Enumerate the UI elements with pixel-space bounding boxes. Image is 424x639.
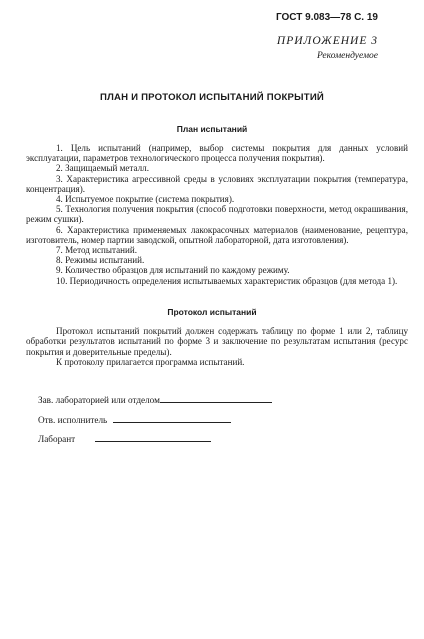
signature-executor-label: Отв. исполнитель	[38, 415, 108, 425]
standard-header: ГОСТ 9.083—78 С. 19	[275, 12, 378, 23]
plan-item: 5. Технология получения покрытия (способ подготовки поверхности, метод окрашивания, режим сушки).	[26, 204, 408, 225]
plan-item: 10. Периодичность определения испытываемых характеристик образцов (для метода 1).	[56, 275, 398, 286]
plan-item: 4. Испытуемое покрытие (система покрытия).	[56, 194, 235, 205]
signature-line[interactable]	[113, 414, 231, 423]
recommended-label: Рекомендуемое	[316, 51, 378, 61]
appendix-label: ПРИЛОЖЕНИЕ 3	[276, 35, 378, 47]
plan-item: 8. Режимы испытаний.	[56, 255, 145, 266]
signature-line[interactable]	[160, 394, 272, 403]
protocol-text	[26, 326, 408, 367]
signature-head	[38, 394, 272, 405]
plan-item: 7. Метод испытаний.	[56, 245, 138, 256]
plan-item: 6. Характеристика применяемых лакокрасочных материалов (наименование, рецептура, изготовитель, номер партии заводской, опытной лабораторной, дата изготовления).	[26, 224, 408, 245]
plan-heading: План испытаний	[176, 124, 248, 134]
plan-item: 1. Цель испытаний (например, выбор системы покрытия для данных условий эксплуатации, параметров технологического процесса получения покрытия).	[26, 143, 408, 164]
protocol-heading: Протокол испытаний	[167, 307, 257, 317]
protocol-paragraph: К протоколу прилагается программа испытаний.	[56, 356, 245, 367]
plan-item: 3. Характеристика агрессивной среды в условиях эксплуатации покрытия (температура, концентрация).	[26, 173, 408, 194]
plan-item: 9. Количество образцов для испытаний по каждому режиму.	[56, 265, 290, 276]
signature-head-label: Зав. лабораторией или отделом	[38, 395, 160, 405]
signature-assistant	[38, 433, 211, 444]
signature-assistant-label: Лаборант	[38, 434, 76, 444]
document-title: ПЛАН И ПРОТОКОЛ ИСПЫТАНИЙ ПОКРЫТИЙ	[99, 92, 325, 103]
plan-list	[26, 143, 408, 286]
plan-item: 2. Защищаемый металл.	[56, 163, 149, 174]
signature-line[interactable]	[95, 433, 211, 442]
protocol-paragraph: Протокол испытаний покрытий должен содержать таблицу по форме 1 или 2, таблицу обработки результатов испытаний по форме 3 и заключение по результатам испытания (ресурс покрытия и доверительные пределы).	[26, 326, 408, 357]
signature-executor	[38, 414, 231, 425]
